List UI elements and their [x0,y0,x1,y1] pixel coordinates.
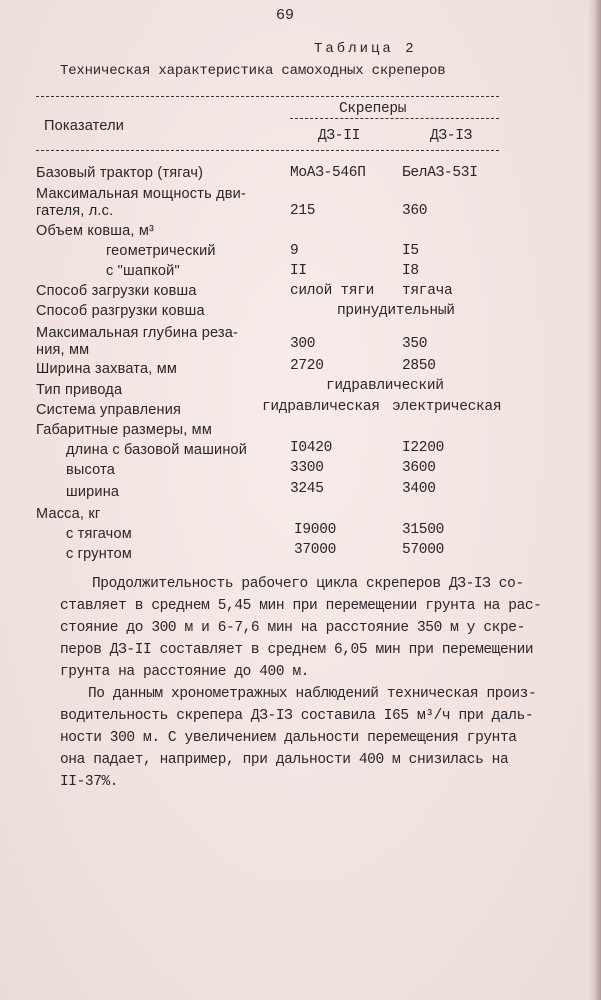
row-value-dz11: 37000 [294,542,337,558]
row-label: Ширина захвата, мм [36,361,178,377]
row-value-dz13: БелАЗ-53I [402,165,478,181]
row-value-dz13: 350 [402,336,428,352]
row-label: Базовый трактор (тягач) [36,165,204,181]
row-value-dz11: МоАЗ-546П [290,165,366,181]
row-value-dz13: 31500 [402,522,445,538]
row-value-dz13: 3400 [402,481,436,497]
row-label: Объем ковша, м³ [36,223,155,239]
row-value-dz11: 9 [290,243,299,259]
paragraph-line: II-37%. [60,774,119,790]
row-label: Максимальная мощность дви- [36,186,246,202]
row-value-dz11: 2720 [290,358,324,374]
row-value-dz13: 3600 [402,460,436,476]
column-header-scrapers: Скреперы [339,101,407,117]
row-value-dz11: 300 [290,336,316,352]
table-header-bottom-rule [36,150,499,151]
column-header-dz11: ДЗ-II [318,128,361,144]
row-value-span: гидравлический [326,378,444,394]
row-label: Система управления [36,402,182,418]
row-label: Способ разгрузки ковша [36,303,205,319]
paragraph-line: грунта на расстояние до 400 м. [60,664,310,680]
row-label: Максимальная глубина реза- [36,325,239,341]
group-header-rule [290,118,499,119]
paragraph-line: ности 300 м. С увеличением дальности перемещения грунта [60,730,517,746]
row-value-dz13: I8 [402,263,419,279]
row-label: Масса, кг [36,506,101,522]
row-value-span: принудительный [337,303,455,319]
row-label: высота [66,462,116,478]
row-label: гателя, л.с. [36,203,114,219]
row-label: с тягачом [66,526,132,542]
row-value-dz13: I5 [402,243,419,259]
row-value-dz13: 2850 [402,358,436,374]
row-value-dz11: I9000 [294,522,337,538]
paragraph-line: стояние до 300 м и 6-7,6 мин на расстояние 350 м у скре- [60,620,525,636]
row-value-dz11: I0420 [290,440,333,456]
row-label: ширина [66,484,120,500]
paragraph-line: ставляет в среднем 5,45 мин при перемещении грунта на рас- [60,598,542,614]
row-label: геометрический [106,243,216,259]
table-caption: Таблица 2 [314,41,417,57]
paragraph-line: она падает, например, при дальности 400 м снизилась на [60,752,509,768]
row-value-dz11: гидравлическая [262,399,380,415]
row-value-dz13: электрическая [392,399,502,415]
row-value-dz11: силой тяги [290,283,375,299]
row-value-dz11: II [290,263,307,279]
row-value-dz13: I2200 [402,440,445,456]
row-value-dz13: 57000 [402,542,445,558]
row-label: с "шапкой" [106,263,180,279]
row-value-dz11: 3300 [290,460,324,476]
row-value-dz13: 360 [402,203,428,219]
row-value-dz13: тягача [402,283,453,299]
row-label: Тип привода [36,382,123,398]
row-label: ния, мм [36,342,90,358]
paragraph-line: По данным хронометражных наблюдений техническая произ- [88,686,537,702]
table-top-rule [36,96,499,97]
paragraph-line: Продолжительность рабочего цикла скреперов ДЗ-IЗ со- [92,576,524,592]
paragraph-line: водительность скрепера ДЗ-IЗ составила I65 м³/ч при даль- [60,708,534,724]
page-number: 69 [276,7,295,24]
column-header-indicators: Показатели [44,118,125,134]
paragraph-line: перов ДЗ-II составляет в среднем 6,05 мин при перемещении [60,642,534,658]
row-label: длина с базовой машиной [66,442,248,458]
column-header-dz13: ДЗ-IЗ [430,128,473,144]
row-value-dz11: 3245 [290,481,324,497]
row-value-dz11: 215 [290,203,316,219]
row-label: Способ загрузки ковша [36,283,197,299]
page-edge-shadow [587,0,601,1000]
row-label: Габаритные размеры, мм [36,422,212,438]
row-label: с грунтом [66,546,133,562]
table-title: Техническая характеристика самоходных скреперов [60,63,446,79]
